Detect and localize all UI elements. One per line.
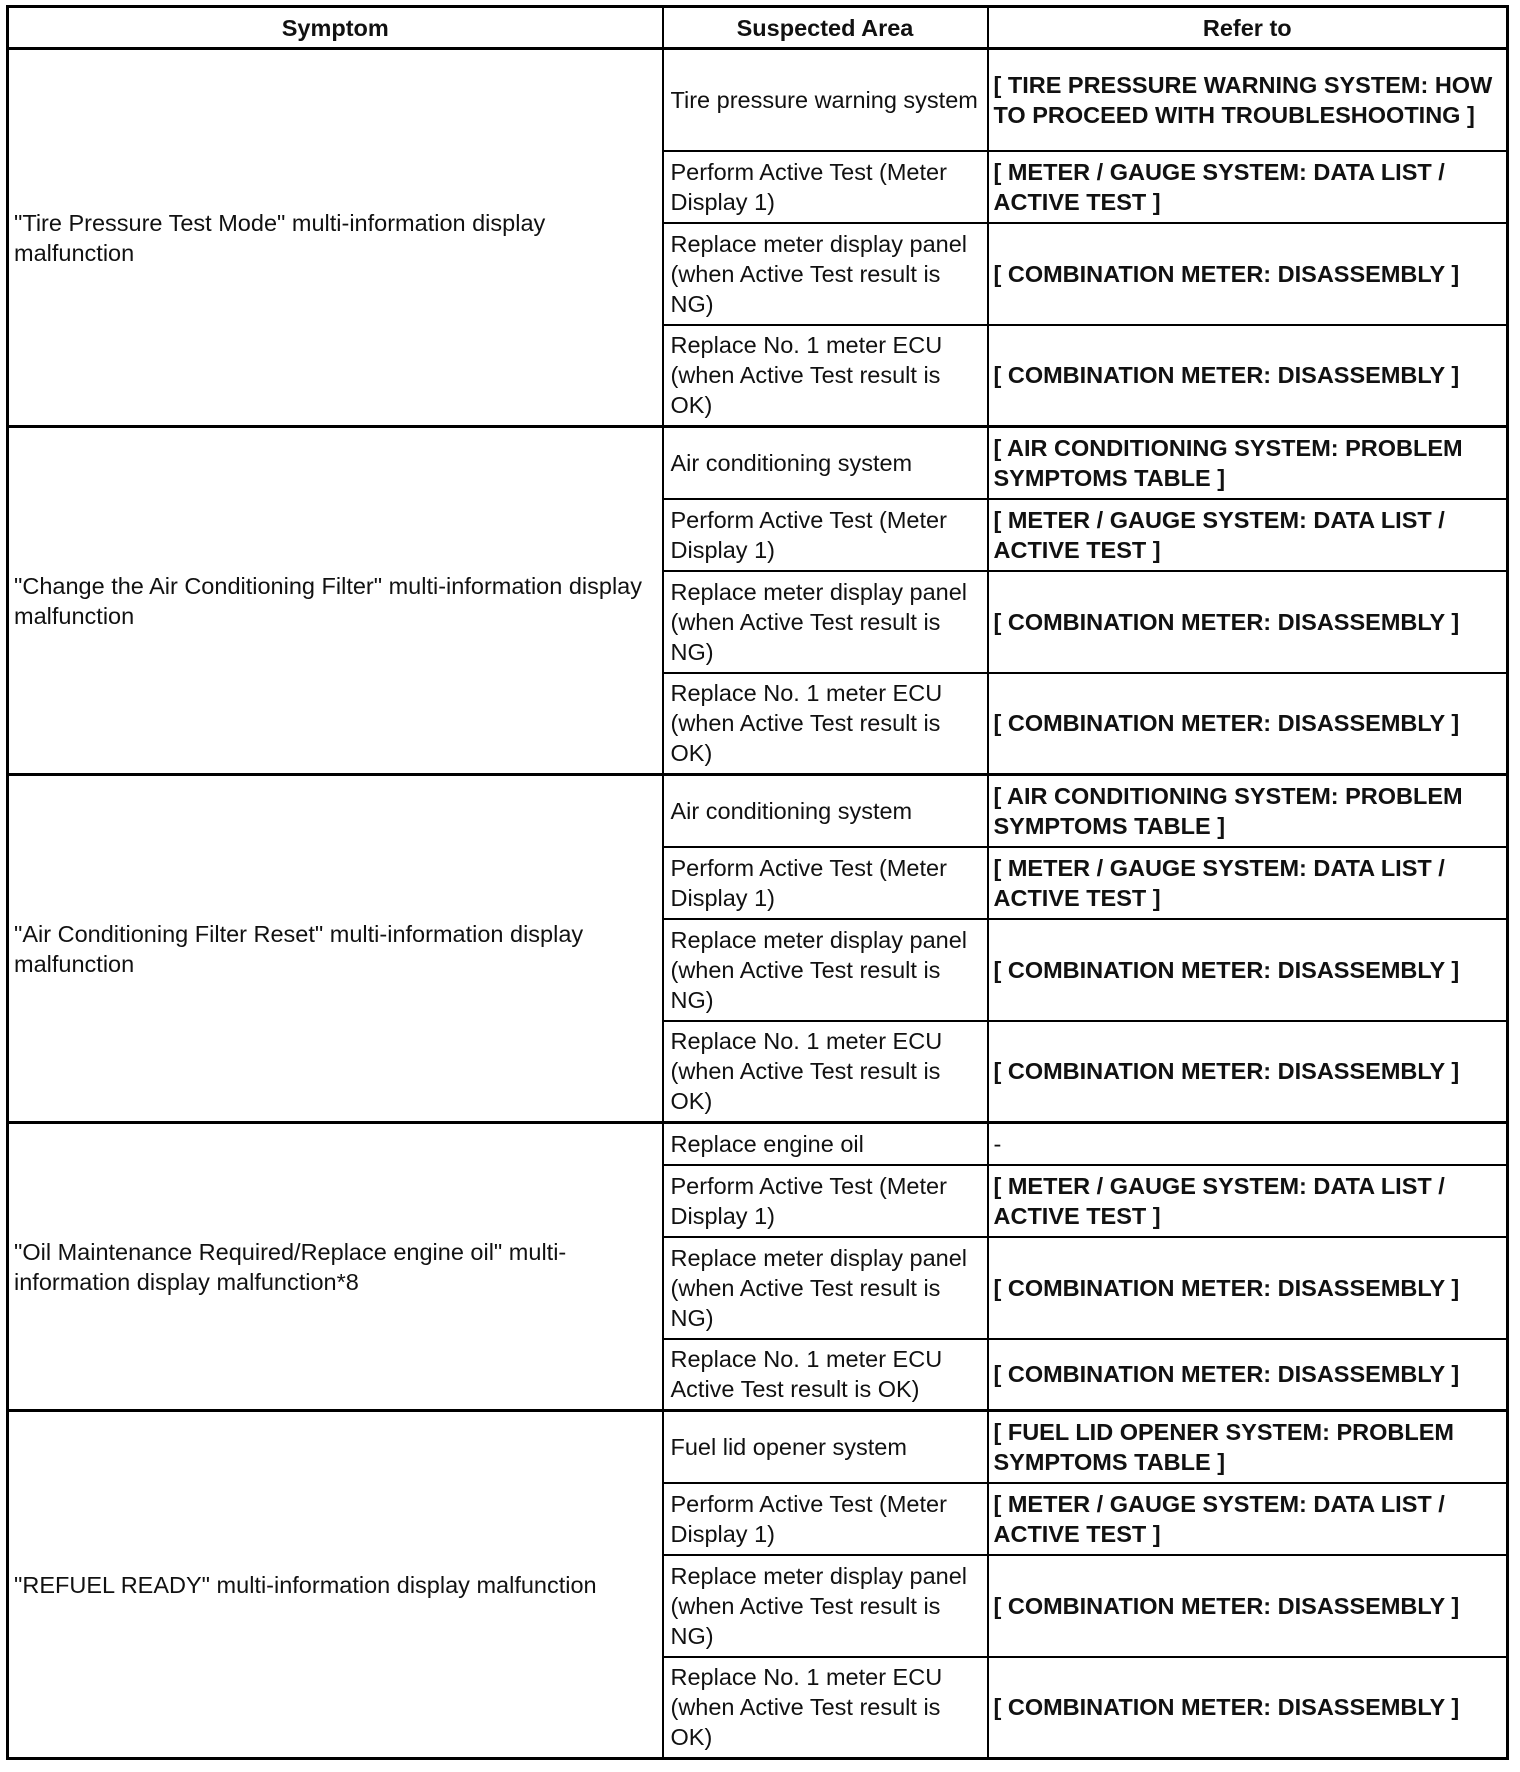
suspected-area-cell: Replace meter display panel (when Active Test result is NG) (663, 1555, 988, 1657)
suspected-area-cell: Tire pressure warning system (663, 49, 988, 151)
suspected-area-cell: Perform Active Test (Meter Display 1) (663, 151, 988, 223)
suspected-area-cell: Replace No. 1 meter ECU (when Active Test result is OK) (663, 325, 988, 427)
refer-to-link[interactable]: [ METER / GAUGE SYSTEM: DATA LIST / ACTIVE TEST ] (988, 1483, 1508, 1555)
suspected-area-cell: Fuel lid opener system (663, 1411, 988, 1483)
column-header-suspected-area: Suspected Area (663, 7, 988, 49)
suspected-area-cell: Replace No. 1 meter ECU (when Active Test result is OK) (663, 673, 988, 775)
suspected-area-cell: Replace meter display panel (when Active Test result is NG) (663, 571, 988, 673)
symptom-cell: "Oil Maintenance Required/Replace engine oil" multi-information display malfunction*8 (8, 1123, 663, 1411)
column-header-symptom: Symptom (8, 7, 663, 49)
suspected-area-cell: Replace No. 1 meter ECU (when Active Test result is OK) (663, 1657, 988, 1759)
refer-to-link[interactable]: [ COMBINATION METER: DISASSEMBLY ] (988, 571, 1508, 673)
table-row (8, 775, 1508, 847)
refer-to-link[interactable]: [ COMBINATION METER: DISASSEMBLY ] (988, 1021, 1508, 1123)
table-row (8, 1123, 1508, 1165)
symptom-cell: "REFUEL READY" multi-information display malfunction (8, 1411, 663, 1759)
suspected-area-cell: Air conditioning system (663, 427, 988, 499)
refer-to-link[interactable]: [ AIR CONDITIONING SYSTEM: PROBLEM SYMPTOMS TABLE ] (988, 427, 1508, 499)
table-row (8, 1411, 1508, 1483)
suspected-area-cell: Perform Active Test (Meter Display 1) (663, 847, 988, 919)
suspected-area-cell: Perform Active Test (Meter Display 1) (663, 1483, 988, 1555)
refer-to-link[interactable]: [ AIR CONDITIONING SYSTEM: PROBLEM SYMPTOMS TABLE ] (988, 775, 1508, 847)
refer-to-link[interactable]: [ COMBINATION METER: DISASSEMBLY ] (988, 673, 1508, 775)
suspected-area-cell: Replace meter display panel (when Active Test result is NG) (663, 223, 988, 325)
column-header-refer-to: Refer to (988, 7, 1508, 49)
refer-to-link[interactable]: [ FUEL LID OPENER SYSTEM: PROBLEM SYMPTOMS TABLE ] (988, 1411, 1508, 1483)
header-row (8, 7, 1508, 49)
suspected-area-cell: Replace No. 1 meter ECU Active Test result is OK) (663, 1339, 988, 1411)
suspected-area-cell: Replace meter display panel (when Active Test result is NG) (663, 1237, 988, 1339)
suspected-area-cell: Replace meter display panel (when Active Test result is NG) (663, 919, 988, 1021)
refer-to-link[interactable]: [ METER / GAUGE SYSTEM: DATA LIST / ACTIVE TEST ] (988, 499, 1508, 571)
symptom-cell: "Change the Air Conditioning Filter" multi-information display malfunction (8, 427, 663, 775)
symptom-cell: "Air Conditioning Filter Reset" multi-information display malfunction (8, 775, 663, 1123)
refer-to-link[interactable]: [ TIRE PRESSURE WARNING SYSTEM: HOW TO PROCEED WITH TROUBLESHOOTING ] (988, 49, 1508, 151)
refer-to-link[interactable]: [ COMBINATION METER: DISASSEMBLY ] (988, 1657, 1508, 1759)
refer-to-link[interactable]: [ COMBINATION METER: DISASSEMBLY ] (988, 325, 1508, 427)
suspected-area-cell: Replace No. 1 meter ECU (when Active Test result is OK) (663, 1021, 988, 1123)
suspected-area-cell: Perform Active Test (Meter Display 1) (663, 1165, 988, 1237)
problem-symptoms-table (6, 5, 1509, 1760)
table-row (8, 49, 1508, 151)
refer-to-link[interactable]: [ METER / GAUGE SYSTEM: DATA LIST / ACTIVE TEST ] (988, 1165, 1508, 1237)
refer-to-link[interactable]: [ METER / GAUGE SYSTEM: DATA LIST / ACTIVE TEST ] (988, 847, 1508, 919)
refer-to-text: - (988, 1123, 1508, 1165)
symptom-cell: "Tire Pressure Test Mode" multi-information display malfunction (8, 49, 663, 427)
suspected-area-cell: Perform Active Test (Meter Display 1) (663, 499, 988, 571)
refer-to-link[interactable]: [ COMBINATION METER: DISASSEMBLY ] (988, 1555, 1508, 1657)
refer-to-link[interactable]: [ METER / GAUGE SYSTEM: DATA LIST / ACTIVE TEST ] (988, 151, 1508, 223)
suspected-area-cell: Replace engine oil (663, 1123, 988, 1165)
refer-to-link[interactable]: [ COMBINATION METER: DISASSEMBLY ] (988, 1339, 1508, 1411)
suspected-area-cell: Air conditioning system (663, 775, 988, 847)
refer-to-link[interactable]: [ COMBINATION METER: DISASSEMBLY ] (988, 1237, 1508, 1339)
table-row (8, 427, 1508, 499)
refer-to-link[interactable]: [ COMBINATION METER: DISASSEMBLY ] (988, 223, 1508, 325)
refer-to-link[interactable]: [ COMBINATION METER: DISASSEMBLY ] (988, 919, 1508, 1021)
